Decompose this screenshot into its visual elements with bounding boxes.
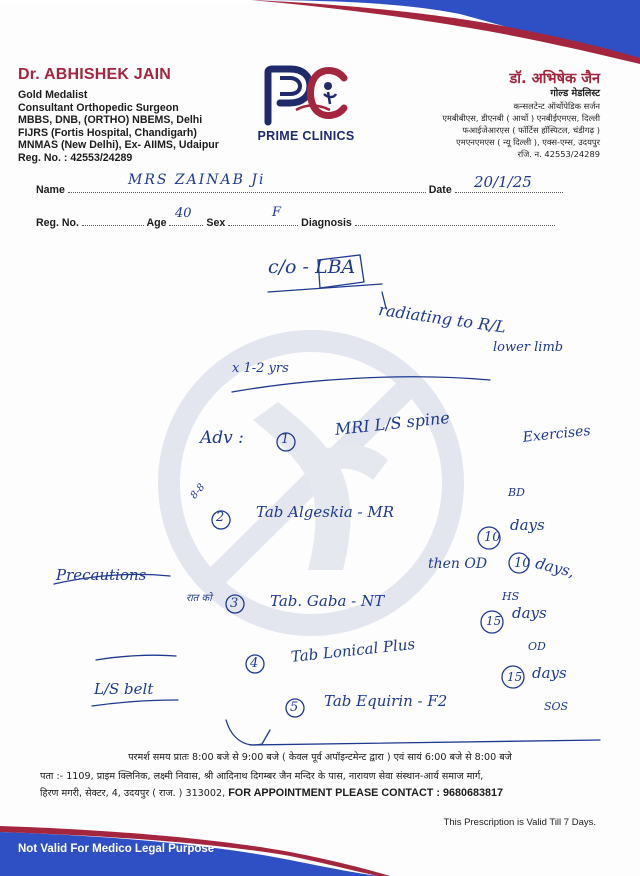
qualification-line: MBBS, DNB, (ORTHO) NBEMS, Delhi [18,114,203,127]
clinic-brand-name: PRIME CLINICS [257,129,355,143]
handwritten-item-3: Tab. Gaba - NT [270,592,385,610]
handwritten-item-2: Tab Algeskia - MR [256,503,395,521]
address-line-1: पता :- 1109, प्राइम क्लिनिक, लक्ष्मी निवास, श्री आदिनाथ दिगम्बर जैन मन्दिर के पास, नारायण सेवा संस्थान-आर्य समाज मार्ग, [40,771,484,782]
handwritten-sex: F [272,205,282,220]
qualification-line-hindi: एमएनएमएस ( न्यू दिल्ली ), एक्स-एम्स, उदयपुर [456,137,600,147]
handwritten-days-15b: 15 [507,670,523,684]
handwritten-exercise: Exercises [522,422,592,446]
appointment-contact: FOR APPOINTMENT PLEASE CONTACT : 9680683817 [228,787,503,799]
qualification-line-hindi: फआईजेआरएस ( फॉर्टिस हॉस्पिटल, चंडीगढ़ ) [462,125,600,135]
handwritten-patient-name: MRS ZAINAB Ji [128,172,266,188]
handwritten-item-5: Tab Equirin - F2 [324,692,448,710]
sex-label: Sex [206,217,226,229]
sex-field[interactable] [228,217,298,226]
handwritten-sos: SOS [544,700,569,713]
reg-age-sex-row [36,217,555,229]
handwritten-bd: BD [508,486,525,499]
registration-number: Reg. No. : 42553/24289 [18,151,133,164]
handwritten-days-word-4: days [532,664,567,682]
handwritten-days-10: 10 [484,530,501,545]
qualification-line: MNMAS (New Delhi), Ex- AIIMS, Udaipur [18,139,219,152]
header-swoosh [0,0,640,70]
doctor-name: Dr. ABHISHEK JAIN [18,66,172,83]
address-line-2: हिरण मगरी, सेक्टर, 4, उदयपुर ( राज. ) 313002, [40,788,226,799]
handwritten-days-word-3: days [512,604,547,622]
handwritten-date: 20/1/25 [474,173,532,191]
handwritten-days-10b: 10 [514,556,531,571]
handwritten-side-note: 8-8 [188,481,208,502]
legal-disclaimer: Not Valid For Medico Legal Purpose [18,843,215,855]
handwritten-complaint: c/o - LBA [268,256,356,278]
handwritten-item-1: MRI L/S spine [334,407,451,439]
qualification-line-hindi: गोल्ड मेडलिस्ट [550,88,600,99]
handwritten-days-word: days [510,516,545,534]
item-number: 3 [230,596,239,611]
handwritten-hs: HS [502,590,520,603]
handwritten-belt: L/S belt [94,680,154,698]
doctor-details-hindi [372,68,600,160]
qualification-line-hindi: कन्सलटेन्ट ऑर्थोपेडिक सर्जन [513,101,600,111]
item-number: 2 [216,510,225,525]
reg-no-label: Reg. No. [36,217,79,229]
handwritten-duration: x 1-2 yrs [232,361,289,376]
doctor-details-english [18,66,278,165]
handwritten-advice-label: Adv : [200,428,244,448]
qualification-line: FIJRS (Fortis Hospital, Chandigarh) [18,126,197,139]
handwritten-lower-limb: lower limb [493,340,564,355]
qualification-line: Consultant Orthopedic Surgeon [18,101,179,114]
doctor-name-hindi: डॉ. अभिषेक जैन [509,71,600,87]
handwritten-item-4: Tab Lonical Plus [290,634,416,666]
qualification-line: Gold Medalist [18,89,88,101]
diagnosis-field[interactable] [355,217,555,226]
handwritten-days-word-2: days, [533,554,577,582]
footer-swoosh [0,796,640,876]
diagnosis-label: Diagnosis [301,217,352,229]
item-number: 5 [290,700,299,715]
consultation-timing: परमर्श समय प्रातः 8:00 बजे से 9:00 बजे ( केवल पूर्व अपॉइन्टमेन्ट द्वारा ) एवं सायं 6:00 बजे से 8:00 बजे [128,752,512,763]
pc-monogram-icon [246,64,364,128]
handwritten-precautions: Precautions [56,566,147,584]
handwritten-age: 40 [175,206,192,221]
reg-no-field[interactable] [82,217,144,226]
clinic-logo [246,64,364,148]
item-number: 4 [250,656,259,671]
name-label: Name [36,184,65,196]
registration-number-hindi: रजि. न. 42553/24289 [517,149,600,159]
item-number: 1 [281,432,290,447]
handwritten-hindi-note: रात को [186,593,212,604]
qualification-line-hindi: एमबीबीएस, डीएनबी ( आर्थो ) एनबीईएमएस, दिल्ली [442,113,600,123]
handwritten-then-od: then OD [428,556,488,572]
handwritten-days-15: 15 [486,614,502,628]
handwritten-radiating: radiating to R/L [377,300,508,337]
handwritten-od: OD [528,640,546,653]
prescription-validity: This Prescription is Valid Till 7 Days. [443,817,596,828]
age-label: Age [146,217,167,229]
date-label: Date [428,184,452,196]
